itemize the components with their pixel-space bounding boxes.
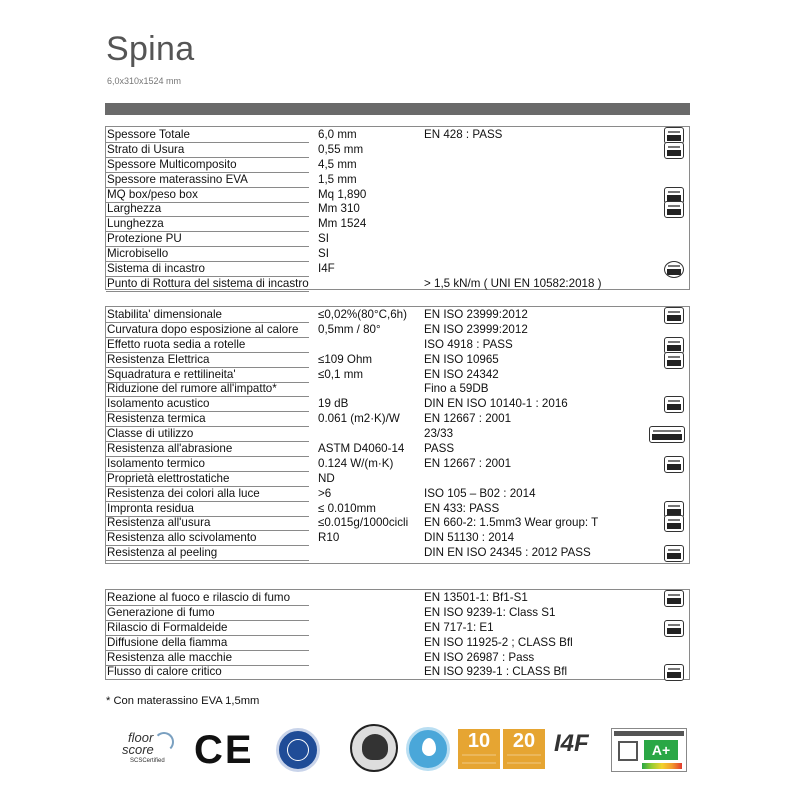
spec-label: Curvatura dopo esposizione al calore [107,322,299,336]
spec-standard: Fino a 59DB [424,382,489,396]
spec-label: Spessore Multicomposito [107,157,237,171]
acoustic-icon [664,396,684,413]
spec-standard: EN ISO 23999:2012 [424,308,528,321]
spec-row [106,247,689,262]
spec-label: Diffusione della fiamma [107,635,228,649]
spec-row [106,665,689,680]
heat-flux-icon [664,664,684,681]
spec-row [106,143,689,158]
spec-row [106,217,689,232]
spec-standard: ISO 4918 : PASS [424,337,513,351]
spec-label: Squadratura e rettilineita' [107,367,236,381]
spec-value: ≤0.015g/1000cicli [318,516,409,530]
spec-value: 0,55 mm [318,142,364,156]
spec-value: >6 [318,486,332,500]
spec-row [106,158,689,173]
spec-row [106,531,689,546]
spec-standard: DIN 51130 : 2014 [424,531,515,545]
spec-label: Punto di Rottura del sistema di incastro [107,276,309,290]
spec-row [106,457,689,472]
ce-mark-logo: CE [194,728,254,772]
spec-value: I4F [318,262,335,276]
floorscore-text-2: score [122,742,154,757]
electrical-icon [664,352,684,369]
spec-label: Sistema di incastro [107,262,205,276]
spec-label: Strato di Usura [107,142,185,156]
spec-row [106,262,689,277]
spec-standard: ISO 105 – B02 : 2014 [424,486,536,500]
spec-label: Rilascio di Formaldeide [107,620,228,634]
spec-standard: EN ISO 9239-1: Class S1 [424,605,556,619]
spec-row [106,353,689,368]
spec-standard: EN 717-1: E1 [424,620,494,634]
spec-label: Larghezza [107,202,162,216]
spec-value: 0.061 (m2·K)/W [318,412,400,426]
spec-value: SI [318,232,329,246]
spec-value: Mm 310 [318,202,360,216]
spec-label: MQ box/peso box [107,187,198,201]
waterproof-logo [406,727,450,771]
spec-standard: EN 428 : PASS [424,128,503,141]
spec-label: Resistenza all'abrasione [107,442,233,456]
spec-standard: EN 12667 : 2001 [424,456,512,470]
peeling-icon [664,545,684,562]
spec-value: 0.124 W/(m·K) [318,456,394,470]
i4f-logo [554,730,589,758]
spec-label: Resistenza Elettrica [107,352,210,366]
spec-value: ≤0,02%(80°C,6h) [318,308,407,321]
spec-label: Isolamento acustico [107,397,210,411]
spec-standard: 23/33 [424,427,454,441]
spec-value: 6,0 mm [318,128,357,141]
spec-label: Microbisello [107,247,169,261]
spec-standard: EN ISO 24342 [424,367,499,381]
spec-row [106,412,689,427]
spec-value: ≤0,1 mm [318,367,364,381]
certification-logos [106,718,690,778]
spec-standard: EN 433: PASS [424,501,500,515]
warranty-10-logo [458,729,500,769]
spec-row [106,472,689,487]
floorscore-swoosh [154,732,174,752]
spec-label: Effetto ruota sedia a rotelle [107,337,246,351]
spec-value: 0,5mm / 80° [318,322,381,336]
spec-value: 1,5 mm [318,172,357,186]
spec-label: Stabilita' dimensionale [107,308,222,321]
spec-row [106,277,689,292]
spec-row [106,173,689,188]
spec-label: Protezione PU [107,232,182,246]
spec-standard: EN 660-2: 1.5mm3 Wear group: T [424,516,599,530]
spec-value: Mm 1524 [318,217,367,231]
spec-row [106,368,689,383]
iso-9001-logo [276,728,320,772]
spec-label: Resistenza all'usura [107,516,211,530]
spec-standard: EN ISO 26987 : Pass [424,650,535,664]
spec-label: Isolamento termico [107,456,205,470]
spec-value: R10 [318,531,340,545]
spec-label: Flusso di calore critico [107,665,222,679]
indoor-air-aplus-logo [611,728,687,772]
page-title: Spina [106,30,195,68]
spec-row [106,382,689,397]
spec-label: Proprietà elettrostatiche [107,471,230,485]
spec-label: Classe di utilizzo [107,427,194,441]
spec-value: ≤ 0.010mm [318,501,376,515]
spec-standard: EN ISO 11925-2 ; CLASS Bfl [424,635,573,649]
i4f-text: I4F [554,730,589,757]
spec-row [106,606,689,621]
spec-standard: DIN EN ISO 24345 : 2012 PASS [424,546,591,560]
spec-row [106,516,689,531]
spec-label: Impronta residua [107,501,194,515]
spec-row [106,591,689,606]
spec-row [106,427,689,442]
spec-label: Resistenza al peeling [107,546,218,560]
spec-label: Riduzione del rumore all'impatto* [107,382,277,396]
spec-value: Mq 1,890 [318,187,367,201]
floorscore-text-1: floor [128,730,154,745]
spec-row [106,128,689,143]
use-class-icon [649,426,685,443]
wear-icon [664,515,684,532]
footnote: * Con materassino EVA 1,5mm [106,695,260,707]
spec-label: Spessore Totale [107,128,190,141]
spec-label: Resistenza allo scivolamento [107,531,257,545]
specs-section-fire-safety [105,589,690,680]
spec-standard: EN 12667 : 2001 [424,412,512,426]
spec-standard: EN ISO 9239-1 : CLASS Bfl [424,665,568,679]
spec-row [106,338,689,353]
spec-label: Generazione di fumo [107,605,215,619]
header-bar [105,103,690,115]
fire-icon [664,590,684,607]
specs-section-general [105,126,690,290]
spec-value: 4,5 mm [318,157,357,171]
iso-14001-logo [350,724,398,772]
spec-row [106,397,689,412]
spec-row [106,487,689,502]
spec-value: ND [318,471,335,485]
spec-label: Reazione al fuoco e rilascio di fumo [107,591,291,604]
dimensions-icon [664,201,684,218]
floorscore-logo [116,730,178,770]
page-subtitle: 6,0x310x1524 mm [107,76,182,86]
spec-label: Resistenza termica [107,412,206,426]
thermal-icon [664,456,684,473]
spec-standard: > 1,5 kN/m ( UNI EN 10582:2018 ) [424,276,602,290]
spec-row [106,202,689,217]
spec-row [106,308,689,323]
spec-value: ≤109 Ohm [318,352,373,366]
spec-row [106,442,689,457]
spec-row [106,651,689,666]
spec-value: ASTM D4060-14 [318,442,405,456]
floorscore-text-3: SCSCertified [130,758,165,764]
spec-standard: EN ISO 23999:2012 [424,322,528,336]
spec-row [106,546,689,561]
aplus-badge: A+ [644,740,678,760]
warranty-10-number: 10 [467,730,491,752]
warranty-20-number: 20 [512,730,536,752]
spec-standard: DIN EN ISO 10140-1 : 2016 [424,397,568,411]
spec-standard: EN ISO 10965 [424,352,499,366]
spec-label: Resistenza alle macchie [107,650,233,664]
click-system-icon [664,261,684,278]
spec-row [106,232,689,247]
spec-row [106,188,689,203]
spec-row [106,636,689,651]
stability-icon [664,307,684,324]
warranty-20-logo [503,729,545,769]
spec-label: Spessore materassino EVA [107,172,248,186]
specs-section-performance [105,306,690,564]
spec-standard: PASS [424,442,455,456]
spec-value: SI [318,247,329,261]
wear-layer-icon [664,142,684,159]
spec-standard: EN 13501-1: Bf1-S1 [424,591,528,604]
spec-row [106,621,689,636]
spec-label: Lunghezza [107,217,164,231]
spec-row [106,323,689,338]
spec-label: Resistenza dei colori alla luce [107,486,260,500]
spec-value: 19 dB [318,397,349,411]
e1-icon [664,620,684,637]
spec-row [106,502,689,517]
